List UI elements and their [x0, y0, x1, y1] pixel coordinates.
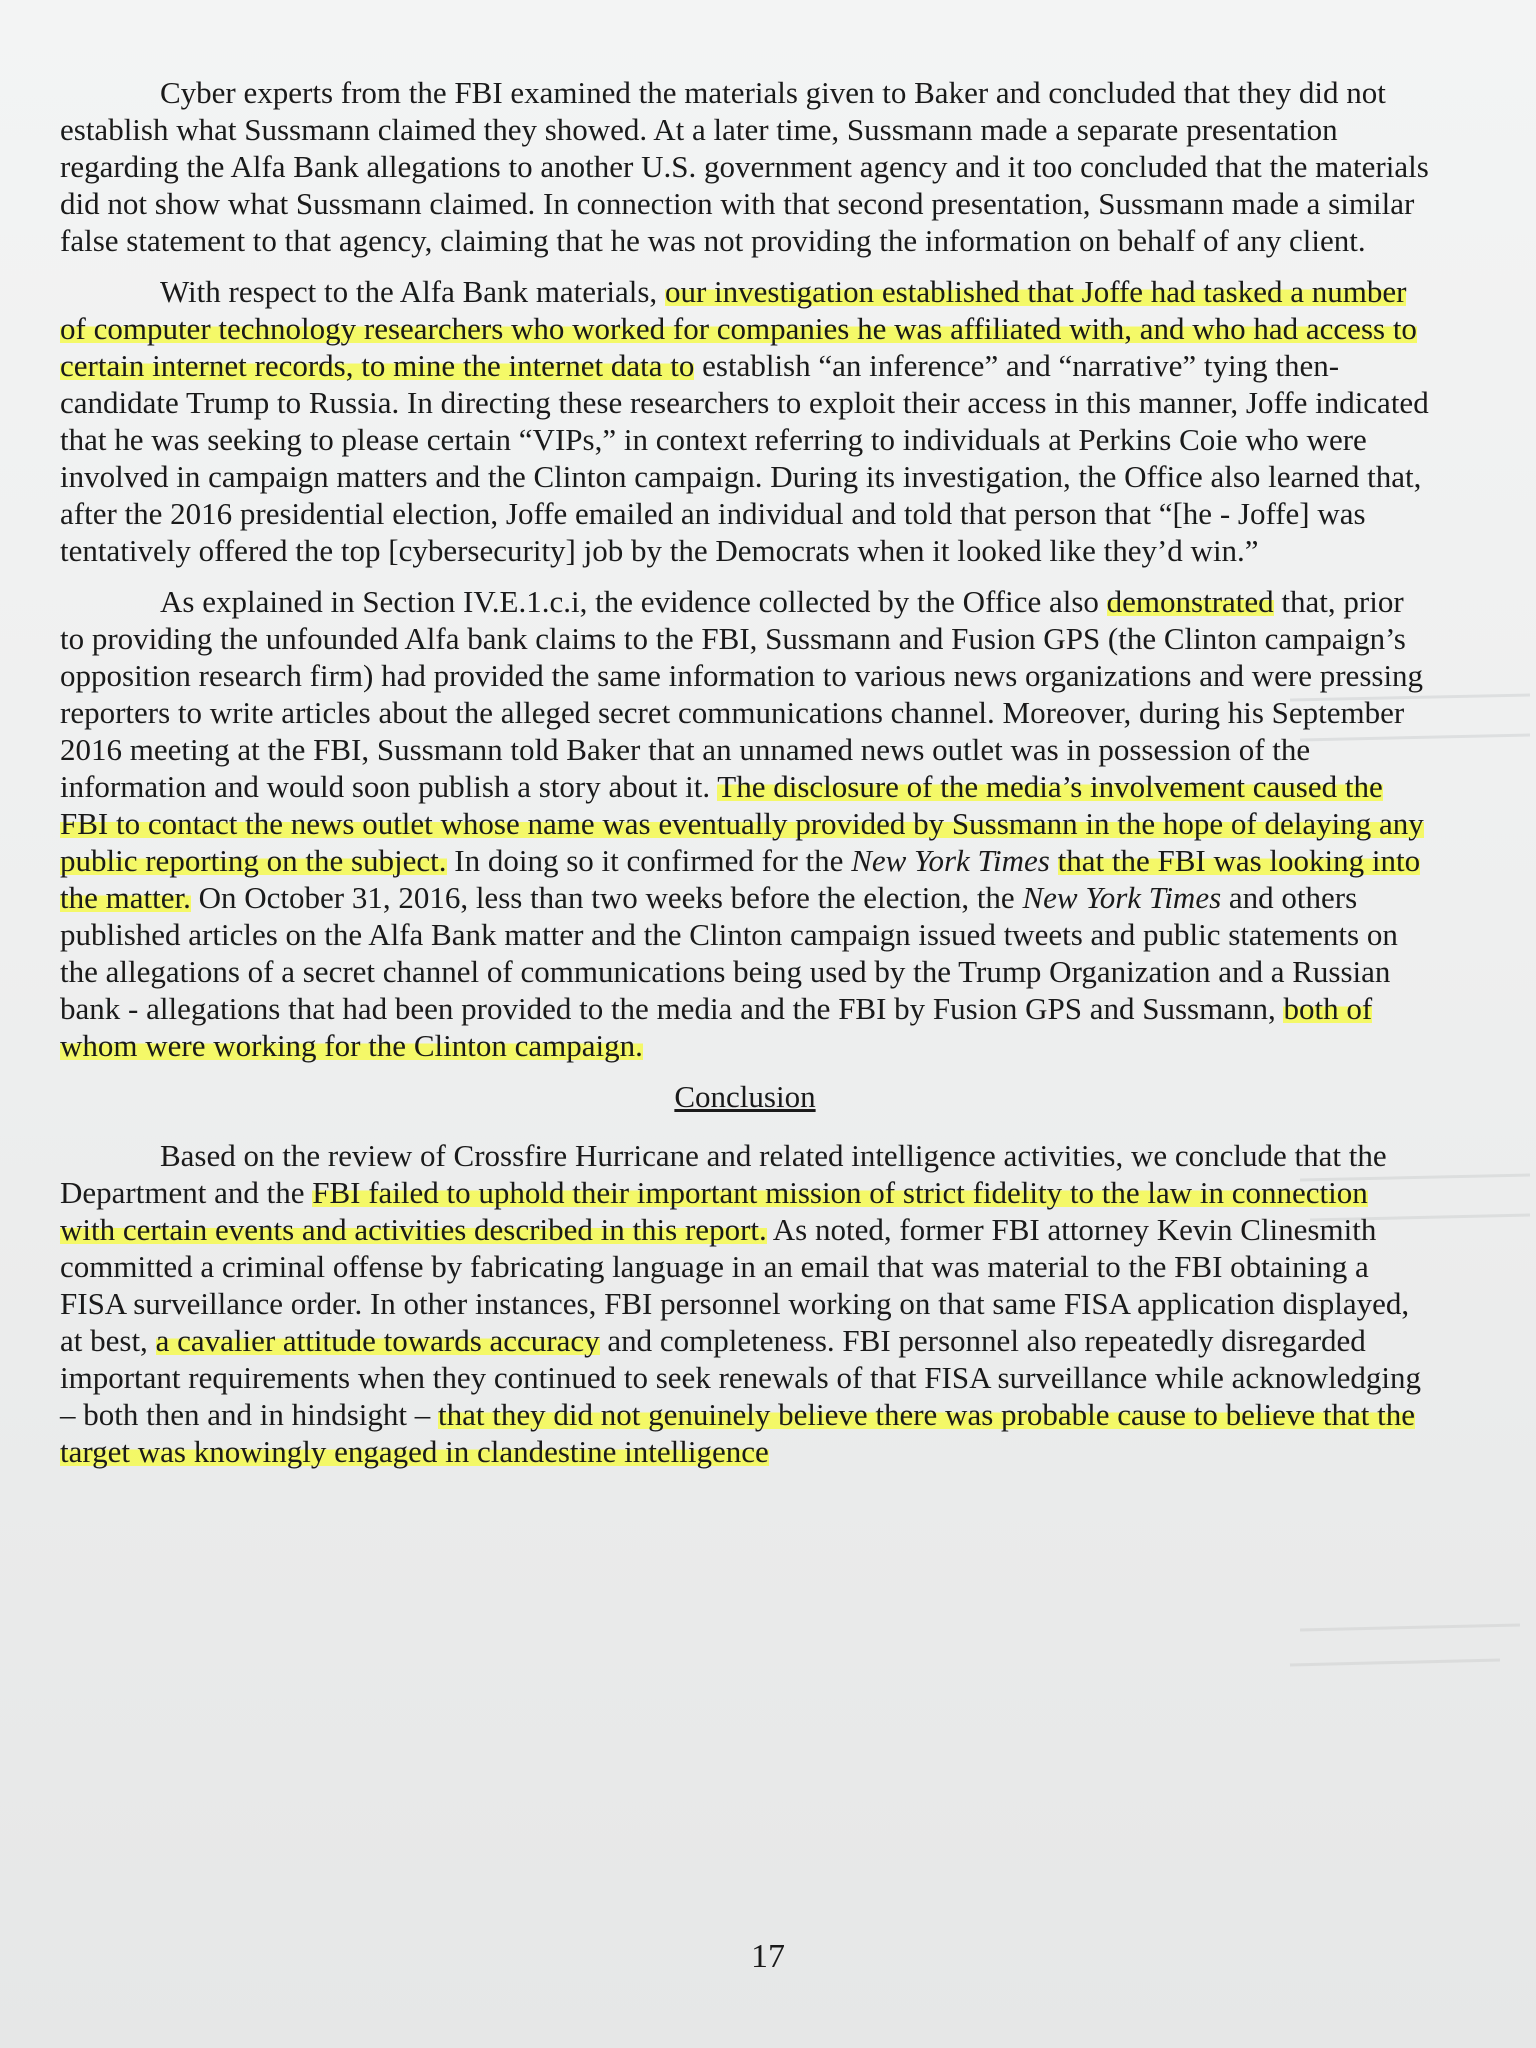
text-run: Based on the review of Crossfire Hurricane and related intelligence activities, we conclude that the Department and the — [60, 1138, 1387, 1210]
text-run: and completeness. FBI personnel also repeatedly disregarded important requirements when they continued to seek renewals of that FISA surveillance while acknowledging – both then and in hindsight – — [60, 1323, 1422, 1432]
text-run: In doing so it confirmed for the — [446, 843, 852, 878]
page-number: 17 — [751, 1938, 785, 1975]
highlighted-text: our investigation established that Joffe had tasked a number of computer technology researchers who worked for companies he was affiliated with, and who had access to certain internet records, to mine the internet data to — [60, 274, 1417, 383]
text-run: Cyber experts from the FBI examined the materials given to Baker and concluded that they did not establish what Sussmann claimed they showed. At a later time, Sussmann made a separate presentation regarding the Alfa Bank allegations to another U.S. government agency and it too concluded that the materials did not show what Sussmann claimed. In connection with that second presentation, Sussmann made a similar false statement to that agency, claiming that he was not providing the information on behalf of any client. — [60, 75, 1429, 258]
text-run: As noted, former FBI attorney Kevin Clinesmith committed a criminal offense by fabricating language in an email that was material to the FBI obtaining a FISA surveillance order. In other instances, FBI personnel working on that same FISA application displayed, at best, — [60, 1212, 1410, 1358]
paragraph-conclusion — [60, 1137, 1430, 1470]
text-run: With respect to the Alfa Bank materials, — [160, 274, 665, 309]
text-run: and others published articles on the Alfa Bank matter and the Clinton campaign issued tweets and public statements on the allegations of a secret channel of communications being used by the Trump Organization and a Russian bank - allegations that had been provided to the media and the FBI by Fusion GPS and Sussmann, — [60, 880, 1398, 1026]
highlighted-text: demonstrated — [1106, 584, 1274, 619]
text-run: establish “an inference” and “narrative” tying then-candidate Trump to Russia. In directing these researchers to exploit their access in this manner, Joffe indicated that he was seeking to please certain “VIPs,” in context referring to individuals at Perkins Coie who were involved in campaign matters and the Clinton campaign. During its investigation, the Office also learned that, after the 2016 presidential election, Joffe emailed an individual and told that person that “[he - Joffe] was tentatively offered the top [cybersecurity] job by the Democrats when it looked like they’d win.” — [60, 348, 1429, 568]
italic-title: New York Times — [851, 843, 1050, 878]
highlighted-text: The disclosure of the media’s involvement caused the FBI to contact the news outlet whose name was eventually provided by Sussmann in the hope of delaying any public reporting on the subject. — [60, 769, 1424, 878]
section-heading: Conclusion — [674, 1079, 816, 1114]
highlighted-text: that they did not genuinely believe there was probable cause to believe that the target was knowingly engaged in clandestine intelligence — [60, 1397, 1416, 1469]
paragraph-fusion-gps — [60, 583, 1430, 1064]
highlighted-text: both of whom were working for the Clinton campaign. — [60, 991, 1373, 1063]
body-text — [60, 74, 1430, 1484]
text-run: On October 31, 2016, less than two weeks before the election, the — [190, 880, 1023, 915]
text-run: As explained in Section IV.E.1.c.i, the evidence collected by the Office also — [160, 584, 1107, 619]
highlighted-text: FBI failed to uphold their important mission of strict fidelity to the law in connection with certain events and activities described in this report. — [60, 1175, 1368, 1247]
text-run — [1050, 843, 1058, 878]
paragraph-sussmann — [60, 74, 1430, 259]
highlighted-text: that the FBI was looking into the matter. — [60, 843, 1421, 915]
text-run: that, prior to providing the unfounded Alfa bank claims to the FBI, Sussmann and Fusion GPS (the Clinton campaign’s opposition research firm) had provided the same information to various news organizations and were pressing reporters to write articles about the alleged secret communications channel. Moreover, during his September 2016 meeting at the FBI, Sussmann told Baker that an unnamed news outlet was in possession of the information and would soon publish a story about it. — [60, 584, 1424, 804]
highlighted-text: a cavalier attitude towards accuracy — [155, 1323, 600, 1358]
italic-title: New York Times — [1022, 880, 1222, 915]
paragraph-joffe — [60, 273, 1430, 569]
